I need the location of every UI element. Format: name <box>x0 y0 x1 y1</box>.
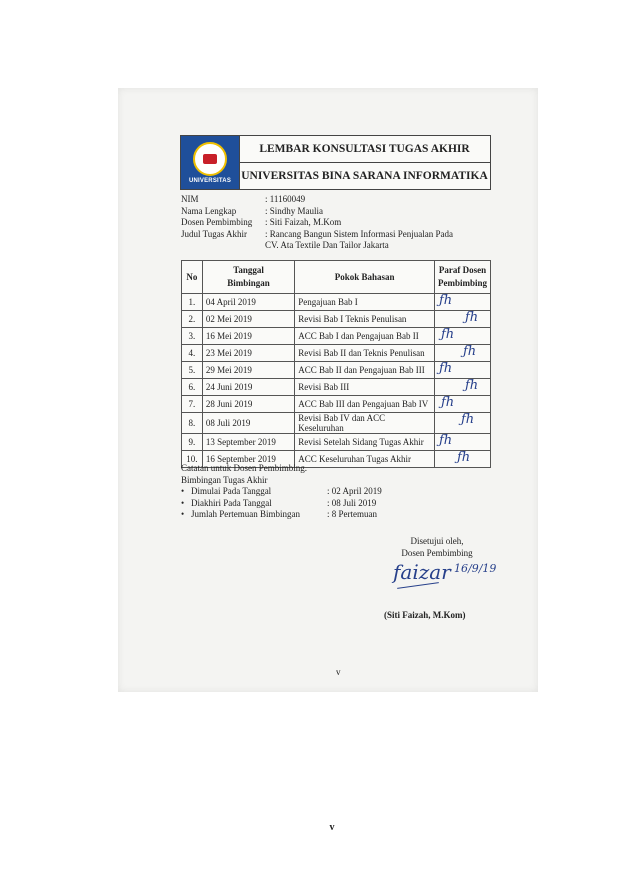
signature-mark: ƒh <box>462 344 477 359</box>
info-row: Dosen Pembimbing : Siti Faizah, M.Kom <box>181 217 342 228</box>
info-row: Nama Lengkap : Sindhy Maulia <box>181 205 323 216</box>
consultation-table <box>181 260 491 468</box>
approval-block: Disetujui oleh, Dosen Pembimbing <box>401 536 473 558</box>
table-row: 5. 29 Mei 2019 ACC Bab II dan Pengajuan Bab III ƒh <box>182 362 491 379</box>
table-row: 1. 04 April 2019 Pengajuan Bab I ƒh <box>182 294 491 311</box>
supervisor-notes: Catatan untuk Dosen Pembimbing. Bimbingan Tugas Akhir • Dimulai Pada Tanggal : 02 April 2019 • Diakhiri Pada Tanggal : 08 Juli 2019 • Jumlah Pertemuan Bimbingan : 8 Pertemuan <box>181 463 382 520</box>
table-row: 8. 08 Juli 2019 Revisi Bab IV dan ACC Keseluruhan ƒh <box>182 413 491 434</box>
document-title: LEMBAR KONSULTASI TUGAS AKHIR <box>239 136 490 163</box>
page-number: v <box>329 822 335 833</box>
info-row: NIM : 11160049 <box>181 194 306 204</box>
table-row: 7. 28 Juni 2019 ACC Bab III dan Pengajuan Bab IV ƒh <box>182 396 491 413</box>
bullet-icon: • <box>181 486 185 497</box>
header-paraf: Paraf Dosen Pembimbing <box>434 261 490 294</box>
table-row: 2. 02 Mei 2019 Revisi Bab I Teknis Penulisan ƒh <box>182 311 491 328</box>
signature-mark: ƒh <box>456 450 471 465</box>
signature-mark: ƒh <box>438 361 453 376</box>
signature-mark: ƒh <box>440 327 455 342</box>
table-header-row <box>182 261 491 294</box>
thesis-title-continuation: CV. Ata Textile Dan Tailor Jakarta <box>265 240 389 251</box>
list-item: • Jumlah Pertemuan Bimbingan : 8 Pertemuan <box>181 509 377 520</box>
document-header <box>180 135 491 190</box>
table-row: 3. 16 Mei 2019 ACC Bab I dan Pengajuan Bab II ƒh <box>182 328 491 345</box>
signature-mark: ƒh <box>438 293 453 308</box>
list-item: • Dimulai Pada Tanggal : 02 April 2019 <box>181 486 382 497</box>
university-name: UNIVERSITAS BINA SARANA INFORMATIKA <box>241 170 488 182</box>
signature-mark: ƒh <box>460 412 475 427</box>
table-row: 9. 13 September 2019 Revisi Setelah Sidang Tugas Akhir ƒh <box>182 434 491 451</box>
signature-mark: ƒh <box>464 310 479 325</box>
info-row: Judul Tugas Akhir : Rancang Bangun Sistem Informasi Penjualan Pada <box>181 228 453 239</box>
signature-mark: ƒh <box>464 378 479 393</box>
table-row: 4. 23 Mei 2019 Revisi Bab II dan Teknis Penulisan ƒh <box>182 345 491 362</box>
bullet-icon: • <box>181 497 185 508</box>
handwritten-date: 16/9/19 <box>454 562 497 575</box>
signature-mark: ƒh <box>440 395 455 410</box>
header-no: No <box>182 261 203 294</box>
bullet-icon: • <box>181 509 185 520</box>
table-row: 10. 16 September 2019 ACC Keseluruhan Tugas Akhir ƒh <box>182 451 491 468</box>
table-row: 6. 24 Juni 2019 Revisi Bab III ƒh <box>182 379 491 396</box>
student-info <box>181 194 495 252</box>
university-logo: UNIVERSITAS <box>181 136 240 189</box>
handwritten-signature: faizar <box>393 560 451 584</box>
header-tanggal: Tanggal Bimbingan <box>202 261 294 294</box>
logo-emblem-icon <box>193 142 227 176</box>
header-pokok: Pokok Bahasan <box>295 261 435 294</box>
supervisor-name: (Siti Faizah, M.Kom) <box>384 610 466 620</box>
list-item: • Diakhiri Pada Tanggal : 08 Juli 2019 <box>181 497 377 508</box>
signature-mark: ƒh <box>438 433 453 448</box>
scanned-page-number: v <box>336 667 341 677</box>
